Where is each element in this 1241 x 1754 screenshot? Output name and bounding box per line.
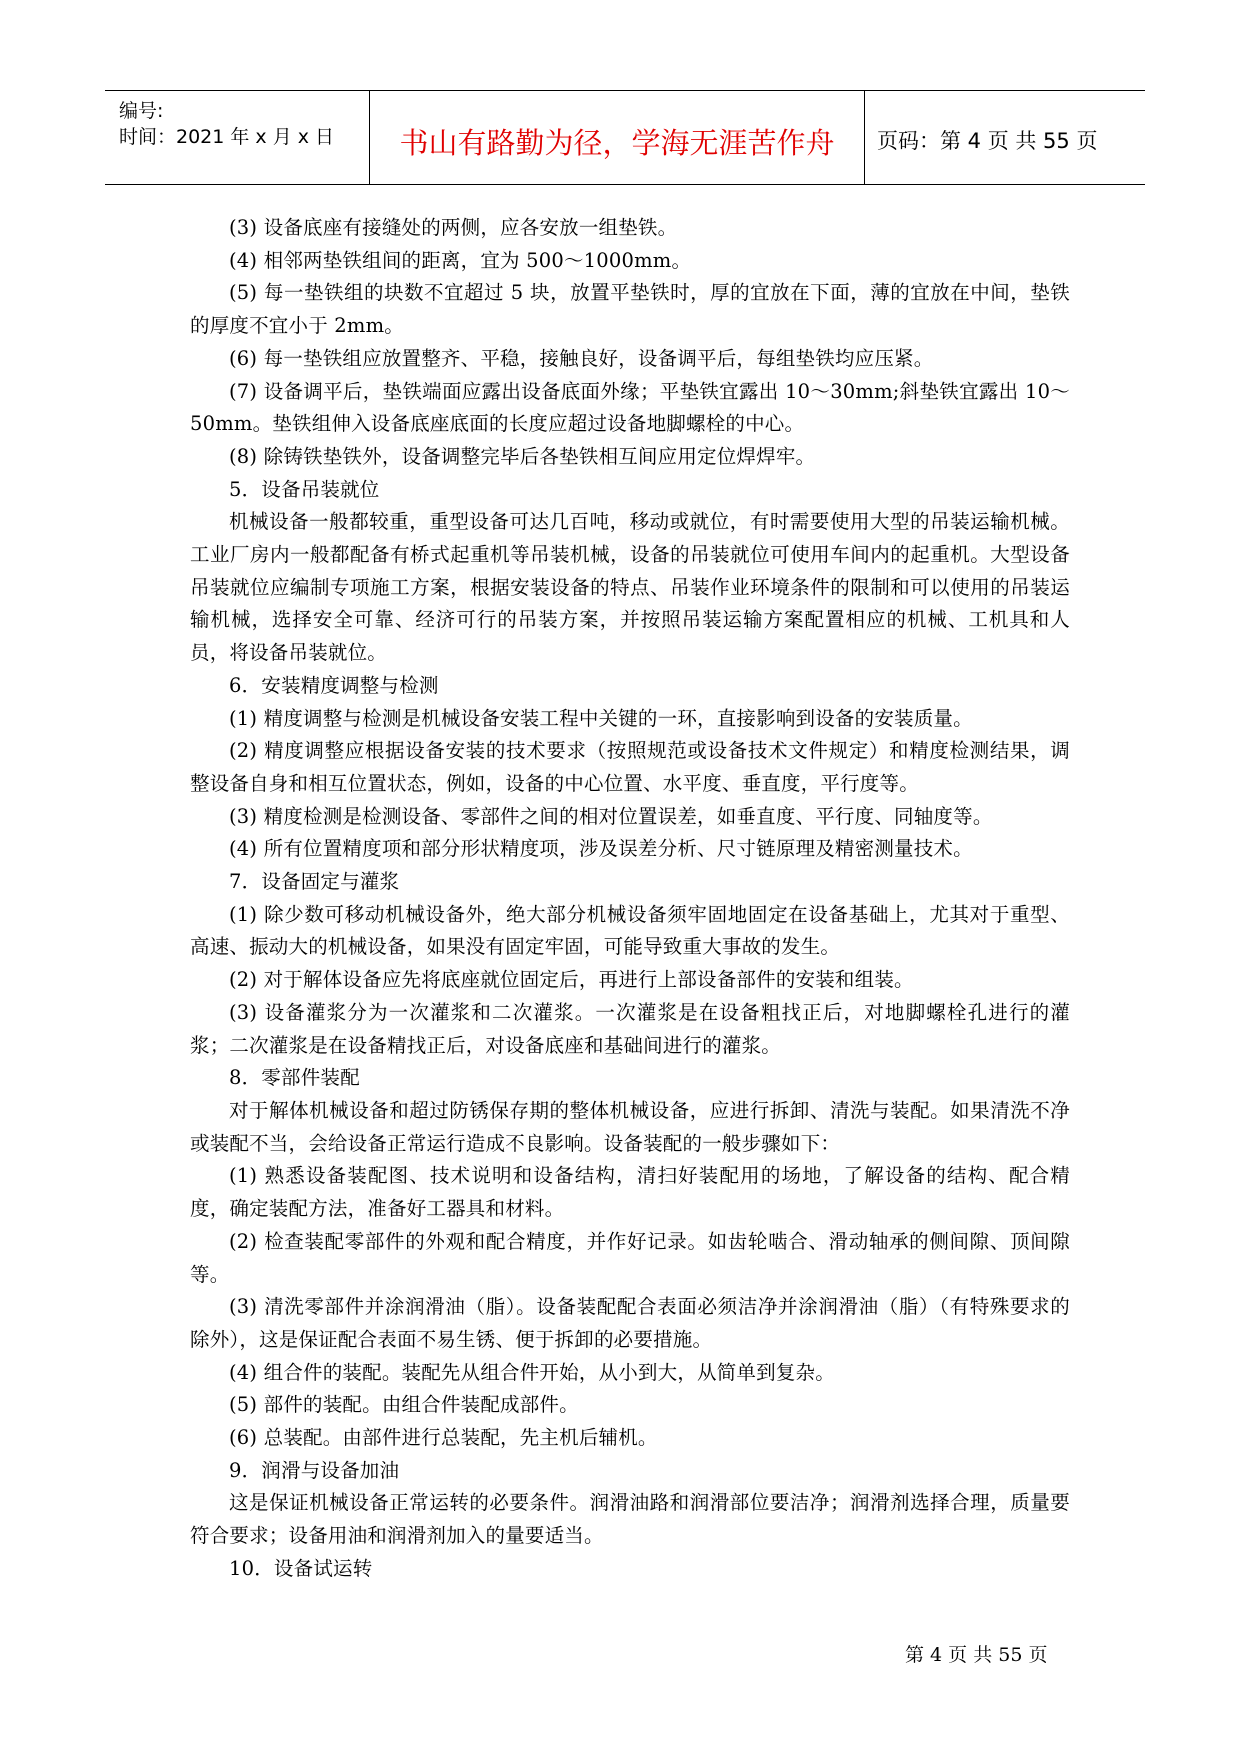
section-heading: 10．设备试运转 <box>229 1556 373 1580</box>
paragraph: (2) 检查装配零部件的外观和配合精度，并作好记录。如齿轮啮合、滑动轴承的侧间隙、顶间隙等。 <box>190 1229 1070 1286</box>
paragraph: 机械设备一般都较重，重型设备可达几百吨，移动或就位，有时需要使用大型的吊装运输机械。工业厂房内一般都配备有桥式起重机等吊装机械，设备的吊装就位可使用车间内的起重机。大型设备吊装就位应编制专项施工方案，根据安装设备的特点、吊装作业环境条件的限制和可以使用的吊装运输机械，选择安全可靠、经济可行的吊装方案，并按照吊装运输方案配置相应的机械、工机具和人员，将设备吊装就位。 <box>190 510 1070 665</box>
page-header <box>105 90 1145 185</box>
paragraph: (1) 熟悉设备装配图、技术说明和设备结构，清扫好装配用的场地，了解设备的结构、配合精度，确定装配方法，准备好工器具和材料。 <box>190 1164 1070 1221</box>
section-heading: 9．润滑与设备加油 <box>229 1458 400 1482</box>
paragraph: (2) 精度调整应根据设备安装的技术要求（按照规范或设备技术文件规定）和精度检测结果，调整设备自身和相互位置状态，例如，设备的中心位置、水平度、垂直度，平行度等。 <box>190 739 1070 795</box>
section-heading: 7．设备固定与灌浆 <box>229 870 400 894</box>
paragraph: (3) 精度检测是检测设备、零部件之间的相对位置误差，如垂直度、平行度、同轴度等。 <box>229 804 993 828</box>
header-page-cell <box>865 91 1145 184</box>
paragraph: (1) 除少数可移动机械设备外，绝大部分机械设备须牢固地固定在设备基础上，尤其对于重型、高速、振动大的机械设备，如果没有固定牢固，可能导致重大事故的发生。 <box>190 902 1070 959</box>
paragraph: (6) 每一垫铁组应放置整齐、平稳，接触良好，设备调平后，每组垫铁均应压紧。 <box>229 346 934 370</box>
paragraph: (3) 设备底座有接缝处的两侧，应各安放一组垫铁。 <box>229 216 678 239</box>
paragraph: (3) 设备灌浆分为一次灌浆和二次灌浆。一次灌浆是在设备粗找正后，对地脚螺栓孔进行的灌浆；二次灌浆是在设备精找正后，对设备底座和基础间进行的灌浆。 <box>190 1000 1070 1057</box>
header-motto-cell <box>370 91 865 184</box>
paragraph: 对于解体机械设备和超过防锈保存期的整体机械设备，应进行拆卸、清洗与装配。如果清洗不净或装配不当，会给设备正常运行造成不良影响。设备装配的一般步骤如下： <box>190 1098 1070 1155</box>
header-info-cell <box>105 91 370 184</box>
paragraph: (4) 组合件的装配。装配先从组合件开始，从小到大，从简单到复杂。 <box>229 1360 835 1384</box>
paragraph: (7) 设备调平后，垫铁端面应露出设备底面外缘；平垫铁宜露出 10～30mm;斜垫铁宜露出 10～50mm。垫铁组伸入设备底座底面的长度应超过设备地脚螺栓的中心。 <box>190 379 1070 436</box>
page-footer-number: 第 4 页 共 55 页 <box>905 1644 1048 1666</box>
paragraph: (4) 相邻两垫铁组间的距离，宜为 500～1000mm。 <box>229 248 692 272</box>
paragraph: (2) 对于解体设备应先将底座就位固定后，再进行上部设备部件的安装和组装。 <box>229 968 914 992</box>
paragraph: (3) 清洗零部件并涂润滑油（脂）。设备装配配合表面必须洁净并涂润滑油（脂）（有特殊要求的除外），这是保证配合表面不易生锈、便于拆卸的必要措施。 <box>190 1295 1070 1351</box>
paragraph: (5) 每一垫铁组的块数不宜超过 5 块，放置平垫铁时，厚的宜放在下面，薄的宜放在中间，垫铁的厚度不宜小于 2mm。 <box>190 281 1070 338</box>
paragraph: (5) 部件的装配。由组合件装配成部件。 <box>229 1393 579 1417</box>
paragraph: (6) 总装配。由部件进行总装配，先主机后辅机。 <box>229 1426 658 1450</box>
paragraph: (4) 所有位置精度项和部分形状精度项，涉及误差分析、尺寸链原理及精密测量技术。 <box>229 837 973 861</box>
paragraph: (1) 精度调整与检测是机械设备安装工程中关键的一环，直接影响到设备的安装质量。 <box>229 706 973 730</box>
paragraph: (8) 除铸铁垫铁外，设备调整完毕后各垫铁相互间应用定位焊焊牢。 <box>229 444 816 468</box>
section-heading: 5．设备吊装就位 <box>229 477 380 501</box>
section-heading: 8．零部件装配 <box>229 1066 360 1090</box>
paragraph: 这是保证机械设备正常运转的必要条件。润滑油路和润滑部位要洁净；润滑剂选择合理，质量要符合要求；设备用油和润滑剂加入的量要适当。 <box>190 1491 1070 1548</box>
document-body <box>190 212 1070 1586</box>
document-number-label: 编号: <box>119 100 164 122</box>
header-page-code: 页码：第 4 页 共 55 页 <box>877 129 1098 153</box>
section-heading: 6．安装精度调整与检测 <box>229 673 439 697</box>
header-motto: 书山有路勤为径，学海无涯苦作舟 <box>399 126 835 160</box>
document-time-label: 时间：2021 年 x 月 x 日 <box>119 126 335 148</box>
